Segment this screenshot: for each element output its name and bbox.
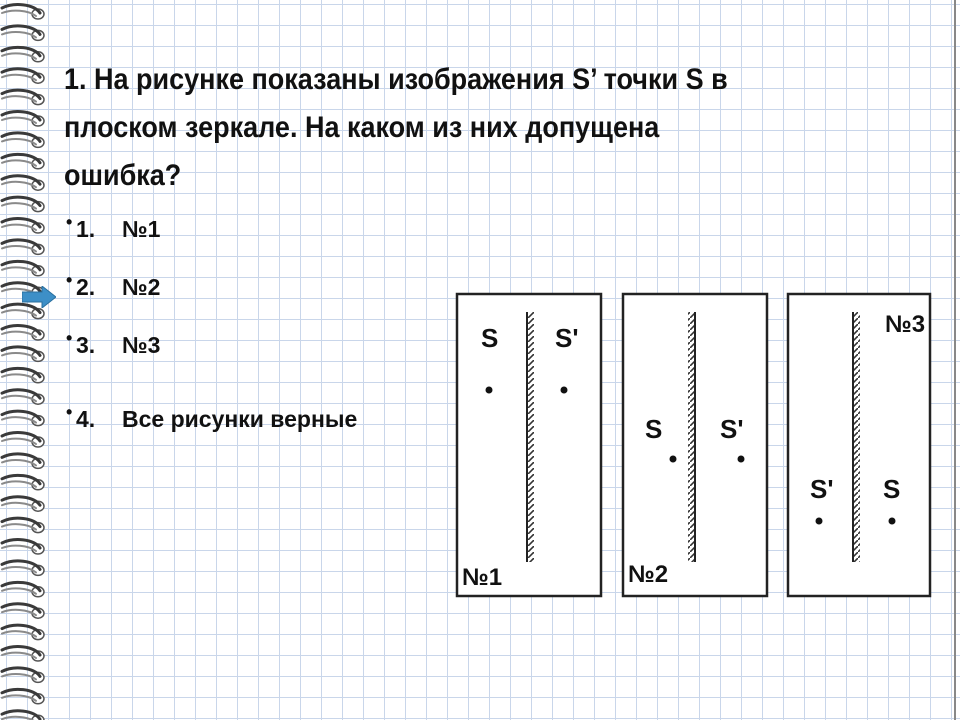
- label-s-prime: S': [810, 474, 834, 504]
- option-label: №3: [122, 332, 161, 358]
- option-label: Все рисунки верные: [122, 406, 358, 432]
- option-number: 4.: [76, 406, 96, 432]
- mirror-hatching: [527, 312, 534, 562]
- bullet: •: [66, 270, 73, 290]
- question-line-3: ошибка?: [64, 159, 182, 192]
- label-s-prime: S': [555, 323, 579, 353]
- mirror-hatching: [853, 312, 860, 562]
- panel-label: №3: [885, 311, 926, 338]
- label-s-prime: S': [720, 414, 744, 444]
- point-s: [486, 387, 493, 394]
- point-s: [889, 518, 896, 525]
- panel-label: №2: [628, 561, 669, 588]
- label-s: S: [883, 474, 901, 504]
- figure-panel-2: [623, 294, 767, 596]
- bullet: •: [66, 328, 73, 348]
- panel-label: №1: [462, 564, 503, 591]
- label-s: S: [481, 323, 499, 353]
- figure-panel-3: [788, 294, 930, 596]
- question-line-1: 1. На рисунке показаны изображения S’ точки S в: [64, 63, 728, 96]
- point-s-prime: [816, 518, 823, 525]
- question-line-2: плоском зеркале. На каком из них допущена: [64, 111, 660, 144]
- option-number: 2.: [76, 274, 96, 300]
- point-s: [670, 456, 677, 463]
- point-s-prime: [738, 456, 745, 463]
- bullet: •: [66, 212, 73, 232]
- figure-panel-1: [457, 294, 601, 596]
- point-s-prime: [561, 387, 568, 394]
- option-number: 3.: [76, 332, 96, 358]
- option-number: 1.: [76, 216, 96, 242]
- bullet: •: [66, 402, 73, 422]
- label-s: S: [645, 414, 663, 444]
- mirror-hatching: [688, 312, 695, 562]
- option-label: №1: [122, 216, 161, 242]
- option-label: №2: [122, 274, 161, 300]
